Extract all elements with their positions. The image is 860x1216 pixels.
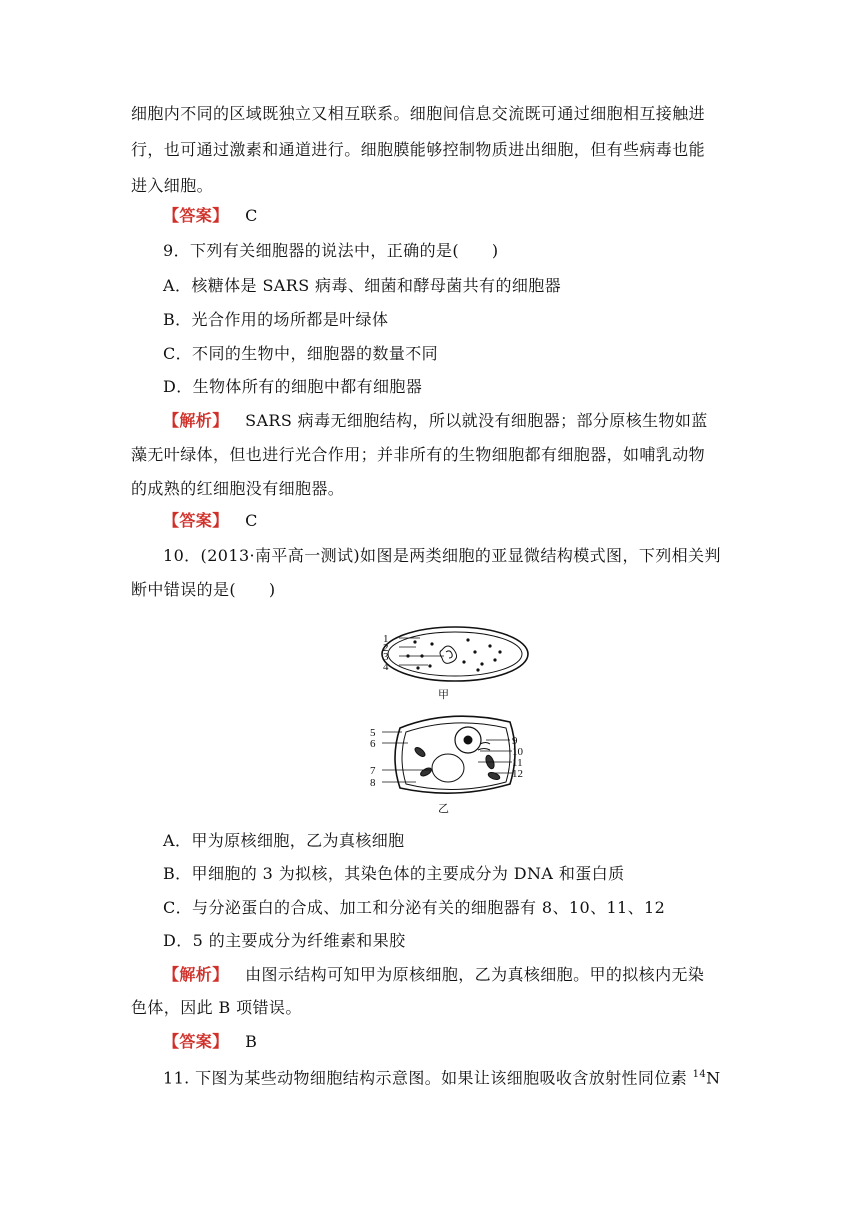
question-stem: 9．下列有关细胞器的说法中，正确的是( )	[163, 241, 499, 260]
b-marker-5: 5	[370, 727, 376, 739]
answer-value: C	[245, 206, 258, 225]
question-stem: 10．(2013·南平高一测试)如图是两类细胞的亚显微结构模式图，下列相关判	[163, 546, 721, 565]
para-line: 细胞内不同的区域既独立又相互联系。细胞间信息交流既可通过细胞相互接触进	[131, 104, 706, 123]
para-line: 进入细胞。	[131, 176, 214, 195]
isotope-superscript: 14	[692, 1069, 707, 1080]
answer-value: B	[245, 1032, 258, 1051]
b-marker-8: 8	[370, 777, 376, 789]
a-leader-lines	[399, 638, 444, 665]
isotope-symbol: N	[706, 1068, 721, 1088]
a-marker-3: 3	[383, 651, 389, 663]
option-a: A．核糖体是 SARS 病毒、细菌和酵母菌共有的细胞器	[163, 276, 562, 295]
answer-tag: 【答案】	[163, 511, 229, 530]
explanation-line: 色体，因此 B 项错误。	[131, 998, 302, 1017]
option-d: D．5 的主要成分为纤维素和果胶	[163, 931, 406, 950]
answer-value: C	[245, 511, 258, 530]
answer-tag: 【答案】	[163, 206, 229, 225]
cell-a-label: 甲	[438, 689, 449, 701]
answer-line	[163, 1031, 257, 1053]
para-line: 行，也可通过激素和通道进行。细胞膜能够控制物质进出细胞，但有些病毒也能	[131, 140, 706, 159]
cell-b-label: 乙	[438, 803, 449, 815]
option-b: B．甲细胞的 3 为拟核，其染色体的主要成分为 DNA 和蛋白质	[163, 864, 625, 883]
explanation-line	[163, 964, 704, 986]
prokaryotic-cell	[382, 627, 528, 681]
option-b: B．光合作用的场所都是叶绿体	[163, 310, 389, 329]
b-marker-10: 10	[512, 746, 523, 758]
a-marker-2: 2	[383, 642, 389, 654]
question-text: 11. 下图为某些动物细胞结构示意图。如果让该细胞吸收含放射性同位素	[163, 1068, 693, 1088]
b-marker-12: 12	[512, 768, 523, 780]
option-a: A．甲为原核细胞，乙为真核细胞	[163, 831, 405, 850]
explanation-tag: 【解析】	[163, 411, 229, 430]
a-marker-4: 4	[383, 661, 389, 673]
option-d: D．生物体所有的细胞中都有细胞器	[163, 377, 423, 396]
answer-tag: 【答案】	[163, 1032, 229, 1051]
explanation-tag: 【解析】	[163, 965, 229, 984]
explanation-line: 的成熟的红细胞没有细胞器。	[131, 479, 345, 498]
eukaryotic-cell	[395, 716, 515, 793]
explanation-line: 藻无叶绿体，但也进行光合作用；并非所有的生物细胞都有细胞器，如哺乳动物	[131, 445, 706, 464]
option-c: C．与分泌蛋白的合成、加工和分泌有关的细胞器有 8、10、11、12	[163, 898, 666, 917]
cell-diagram	[360, 622, 530, 818]
explanation-text: 由图示结构可知甲为原核细胞，乙为真核细胞。甲的拟核内无染	[245, 965, 705, 984]
explanation-text: SARS 病毒无细胞结构，所以就没有细胞器；部分原核生物如蓝	[245, 411, 708, 430]
explanation-line	[163, 410, 708, 432]
answer-line	[163, 510, 258, 532]
option-c: C．不同的生物中，细胞器的数量不同	[163, 344, 439, 363]
answer-line	[163, 205, 258, 227]
a-marker-1: 1	[383, 633, 389, 645]
b-marker-7: 7	[370, 765, 376, 777]
b-marker-9: 9	[512, 735, 518, 747]
question-stem: 断中错误的是( )	[131, 580, 276, 599]
b-marker-6: 6	[370, 738, 376, 750]
question-stem	[163, 1064, 721, 1089]
b-marker-11: 11	[512, 757, 523, 769]
